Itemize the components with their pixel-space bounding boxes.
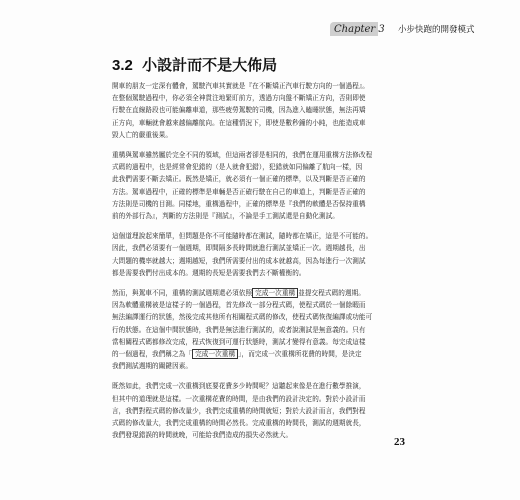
text-line: 在整個駕駛過程中，你必須全神貫注地緊盯前方，透過方向盤不斷矯正方向，否則即使 [112, 94, 366, 103]
text-line: 正方向，車輛就會越來越偏離航向。在這種情況下，即使是數秒鐘的小盹，也能造成車 [112, 118, 366, 127]
boxed-term: 完成一次重構 [252, 288, 298, 298]
page-number: 23 [394, 436, 405, 448]
section-number: 3.2 [112, 57, 133, 74]
text-line: 開車的朋友一定深有體會，駕駛汽車其實就是『在不斷矯正汽車行駛方向的一個過程』。 [112, 82, 369, 90]
paragraph [112, 149, 410, 222]
text-line: 大問題的機率就越大；週期越短，我們所需要付出的成本就越高，因為每進行一次測試 [112, 256, 366, 265]
text-line: 行駛在直線路段也可能偏離車道，那些疲勞駕駛的司機，因為進入瞌睡狀態，無法再矯 [112, 106, 366, 115]
text-line: 都是需要我們付出成本的。週期的長短是需要我們去不斷權衡的。 [112, 268, 306, 277]
text-line: 式碼的修改量大，我們完成重構的時間必然長。完成重構的時間長，測試的週期就長， [112, 419, 366, 428]
section-heading [112, 54, 277, 75]
text-line: 我們發現錯誤的時間就晚，可能給我們造成的損失必然就大。 [112, 431, 293, 440]
text-line: 這個道理說起來簡單，但問題是你不可能隨時都在測試，隨時都在矯正，這是不可能的。 [112, 232, 373, 241]
text-line: 毀人亡的嚴重後果。 [112, 130, 173, 139]
text-line: 無法編譯運行的狀態，然後完成其他所有相關程式碼的修改，使程式碼恢復編譯或功能可 [112, 313, 373, 322]
text-line: 行的狀態。在這個中間狀態時，我們是無法進行測試的，或者說測試是無意義的。只有 [112, 325, 366, 334]
running-header-title: 小步快跑的開發模式 [398, 25, 475, 35]
text-line: 既然如此，我們完成一次重構到底要花費多少時間呢？這聽起來像是在進行數學推演， [112, 382, 366, 391]
running-header [330, 20, 490, 38]
text-line: 此我們需要不斷去矯正。既然是矯正，就必須有一個正確的標準，以及判斷是否正確的 [112, 175, 366, 184]
chapter-label: Chapter 3 [334, 23, 385, 35]
text-line: 前的外部行為』，判斷的方法則是『測試』，不論是手工測試還是自動化測試。 [112, 212, 339, 221]
paragraph [112, 80, 410, 141]
section-title: 小設計而不是大佈局 [142, 56, 278, 74]
text-line: 我們測試週期的關鍵因素。 [112, 362, 193, 371]
text-line: 的一個過程，我們稱之為「 完成一次重構 」，而完成一次重構所花費的時間，是決定 [112, 350, 362, 359]
text-line: 式碼的過程中，也是經常會犯錯的（是人就會犯錯），犯錯就如同偏離了航向一樣，因 [112, 163, 363, 172]
body-text [112, 80, 410, 449]
paragraph [112, 287, 410, 372]
text-line: 方法則是司機的目測。同樣地，重構過程中，正確的標準是『我們的軟體是否保持重構 [112, 199, 366, 208]
text-line: 因此，我們必須要有一個週期，即間隔多長時間就進行測試並矯正一次。週期越長，出 [112, 244, 366, 253]
paragraph [112, 230, 410, 279]
text-line: 但其中的道理就是這樣。一次重構花費的時間，是由我們的設計決定的。對於小設計而 [112, 394, 366, 403]
text-line: 方法。駕車過程中，正確的標準是車輛是否正確行駛在自己的車道上，判斷是否正確的 [112, 187, 366, 196]
text-line: 當相關程式碼都修改完成，程式恢復到可運行狀態時，測試才變得有意義。每完成這樣 [112, 337, 366, 346]
text-line: 言，我們對程式碼的修改量少，我們完成重構的時間就短；對於大設計而言，我們對程 [112, 406, 366, 415]
boxed-term: 完成一次重構 [192, 349, 238, 359]
text-line: 因為軟體重構被是這樣子的一個過程，首先修改一部分程式碼，使程式碼於一個餘暇而 [112, 301, 366, 310]
text-line: 重構與駕車雖然屬於完全不同的領域，但這兩者卻是相同的，我們在運用重構方法修改程 [112, 151, 373, 160]
text-line: 然而，與駕車不同，重構的測試週期還必須依照 完成一次重構 並提交程式碼的週期。 [112, 289, 365, 298]
paragraph [112, 380, 410, 441]
